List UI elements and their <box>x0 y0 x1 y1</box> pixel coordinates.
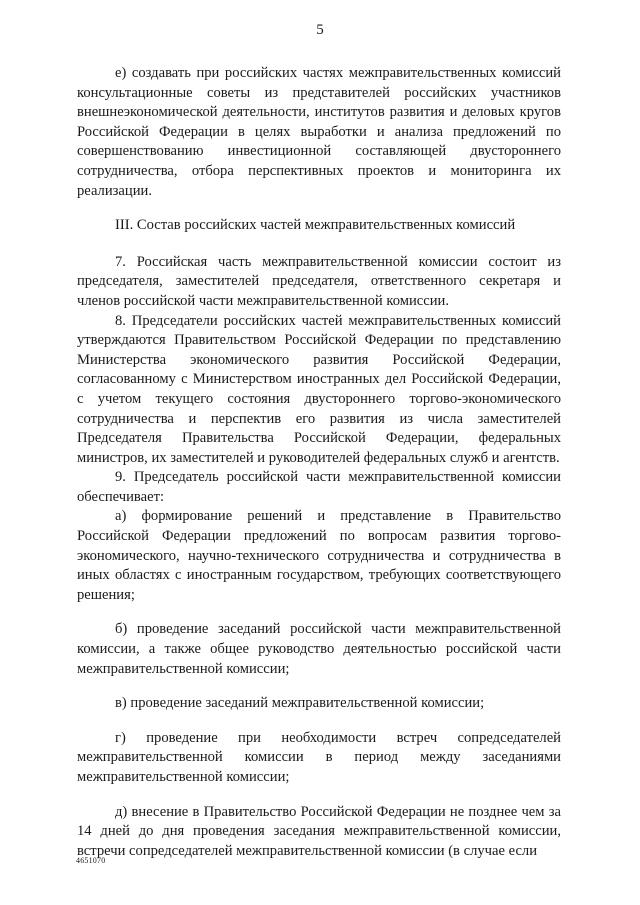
page-number: 5 <box>316 22 324 38</box>
paragraph-9g: г) проведение при необходимости встреч сопредседателей межправительственной комиссии в период между заседаниями межправительственной комиссии; <box>77 729 561 785</box>
paragraph-9a: а) формирование решений и представление в Правительство Российской Федерации предложений по вопросам развития торгово-экономического, научно-технического сотрудничества и сотрудничества в иных областях с иностранным государством, требующих соответствующего решения; <box>77 508 561 603</box>
paragraph-9b: б) проведение заседаний российской части межправительственной комиссии, а также общее руководство деятельностью российской части межправительственной комиссии; <box>77 621 561 677</box>
paragraph-e-consultative-councils: е) создавать при российских частях межправительственных комиссий консультационные советы из представителей российских участников внешнеэкономической деятельности, институтов развития и деловых кругов Российской Федерации в целях выработки и анализа предложений по совершенствованию инвестиционной составляющей двустороннего сотрудничества, отбора перспективных проектов и мониторинга их реализации. <box>77 65 561 199</box>
paragraph-7-composition: 7. Российская часть межправительственной комиссии состоит из председателя, заместителей председателя, ответственного секретаря и членов российской части межправительственной комиссии. <box>77 253 561 309</box>
document-body <box>77 64 561 861</box>
paragraph-8-chairmen: 8. Председатели российских частей межправительственных комиссий утверждаются Правительством Российской Федерации по представлению Министерства экономического развития Российской Федерации, согласованному с Министерством иностранных дел Российской Федерации, с учетом текущего состояния двустороннего торгово-экономического сотрудничества и перспектив его развития из числа заместителей Председателя Правительства Российской Федерации, федеральных министров, их заместителей и руководителей федеральных служб и агентств. <box>77 312 561 466</box>
paragraph-9-chairman-duties: 9. Председатель российской части межправительственной комиссии обеспечивает: <box>77 469 561 505</box>
section-heading-iii: III. Состав российских частей межправительственных комиссий <box>115 217 516 234</box>
paragraph-9d: д) внесение в Правительство Российской Федерации не позднее чем за 14 дней до дня проведения заседания межправительственной комиссии, встречи сопредседателей межправительственной комиссии (в случае если <box>77 803 561 859</box>
document-id: 4651070 <box>76 856 106 865</box>
paragraph-9v: в) проведение заседаний межправительственной комиссии; <box>115 695 485 712</box>
